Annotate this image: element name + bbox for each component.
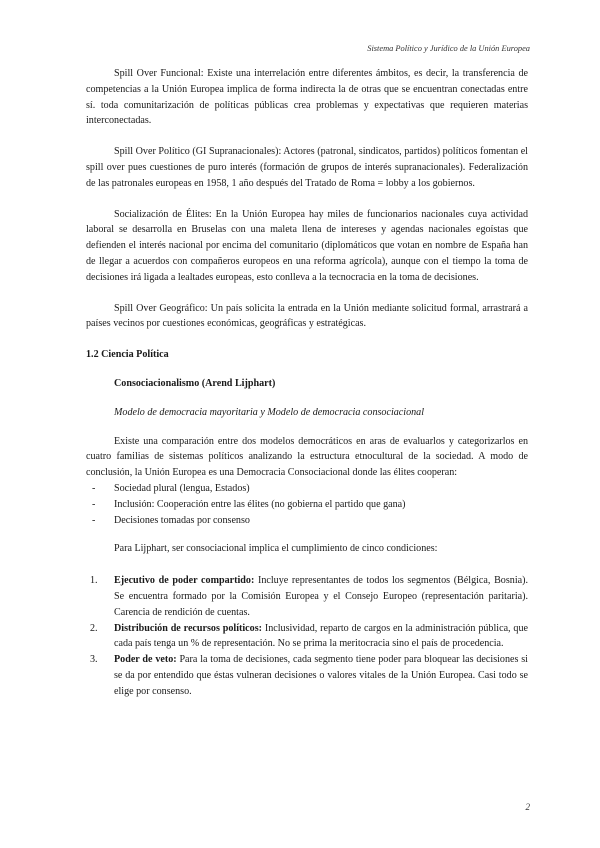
condition-text: Para la toma de decisiones, cada segmento tiene poder para bloquear las decisiones si se da por entendido que éstas vulneran decisiones o valores vitales de la Unión Europea. Casi todo se elige por consenso. bbox=[114, 654, 528, 697]
conditions-list bbox=[86, 573, 528, 699]
list-item: - Decisiones tomadas por consenso bbox=[86, 513, 528, 529]
condition-title: Distribución de recursos políticos: bbox=[114, 622, 263, 634]
condition-title: Ejecutivo de poder compartido: bbox=[114, 575, 255, 587]
consociational-traits-list bbox=[86, 481, 528, 528]
condition-text: Incluye representantes de todos los segmentos (Bélgica, Bosnia). Se encuentra formado por la Comisión Europea y el Consejo Europeo (representación paritaria). Carencia de rendición de cuentas. bbox=[114, 575, 528, 618]
condition-number: 1. bbox=[90, 575, 98, 587]
condition-text: Inclusividad, reparto de cargos en la administración pública, que cada país tenga un % de representación. No se prima la meritocracia sino el país de procedencia. bbox=[114, 622, 528, 650]
page-number: 2 bbox=[525, 802, 530, 812]
condition-title: Poder de veto: bbox=[114, 654, 177, 666]
condition-item bbox=[86, 573, 528, 620]
paragraph-socializacion-elites: Socialización de Élites: En la Unión Europea hay miles de funcionarios nacionales cuya actividad laboral se desarrolla en Bruselas con una maleta llena de intereses y agendas nacionales egoístas que defienden el interés nacional por encima del comunitario (diplomáticos que votan en nombre de España han de llegar a acuerdos con compañeros europeos en una reforma agrícola), aunque con el tiempo la toma de decisiones irá ligada a lealtades europeas, esto conlleva a la tecnocracia en la toma de decisiones. bbox=[86, 208, 528, 283]
paragraph-spill-over-geografico: Spill Over Geográfico: Un país solicita la entrada en la Unión mediante solicitud formal, arrastrará a países vecinos por cuestiones económicas, geográficas y estratégicas. bbox=[86, 302, 528, 330]
condition-item bbox=[86, 652, 528, 699]
section-heading: 1.2 Ciencia Política bbox=[86, 349, 169, 361]
subsection-heading: Consociacionalismo (Arend Lijphart) bbox=[114, 377, 276, 389]
list-item: - Sociedad plural (lengua, Estados) bbox=[86, 481, 528, 497]
page-content bbox=[86, 66, 528, 700]
condition-number: 3. bbox=[90, 654, 98, 666]
models-subtitle: Modelo de democracia mayoritaria y Modelo de democracia consociacional bbox=[114, 406, 425, 418]
paragraph-lijphart: Para Lijphart, ser consociacional implica el cumplimiento de cinco condiciones: bbox=[114, 543, 438, 555]
paragraph-intro: Existe una comparación entre dos modelos democráticos en aras de evaluarlos y categorizarlos en cuatro familias de sistemas políticos analizando la estructura etnocultural de la sociedad. A modo de conclusión, la Unión Europea es una Democracia Consociacional donde las élites cooperan: bbox=[86, 435, 528, 479]
paragraph-spill-over-politico: Spill Over Político (GI Supranacionales): Actores (patronal, sindicatos, partidos) políticos fomentan el spill over pues cuestiones de puro interés (formación de grupos de interés supranacionales). Federalización de las patronales europeas en 1958, 1 año después del Tratado de Roma = lobby a los gobiernos. bbox=[86, 146, 528, 189]
condition-item bbox=[86, 621, 528, 653]
paragraph-spill-over-funcional: Spill Over Funcional: Existe una interrelación entre diferentes ámbitos, es decir, la transferencia de competencias a la Unión Europea implica de forma indirecta la de otras que se encuentran conectadas entre sí. toda comunitarización de políticas públicas crea problemas y expectativas que requieren materias interconectadas. bbox=[86, 68, 528, 127]
condition-number: 2. bbox=[90, 622, 98, 634]
list-item: - Inclusión: Cooperación entre las élites (no gobierna el partido que gana) bbox=[86, 497, 528, 513]
running-header: Sistema Político y Jurídico de la Unión Europea bbox=[367, 44, 530, 53]
